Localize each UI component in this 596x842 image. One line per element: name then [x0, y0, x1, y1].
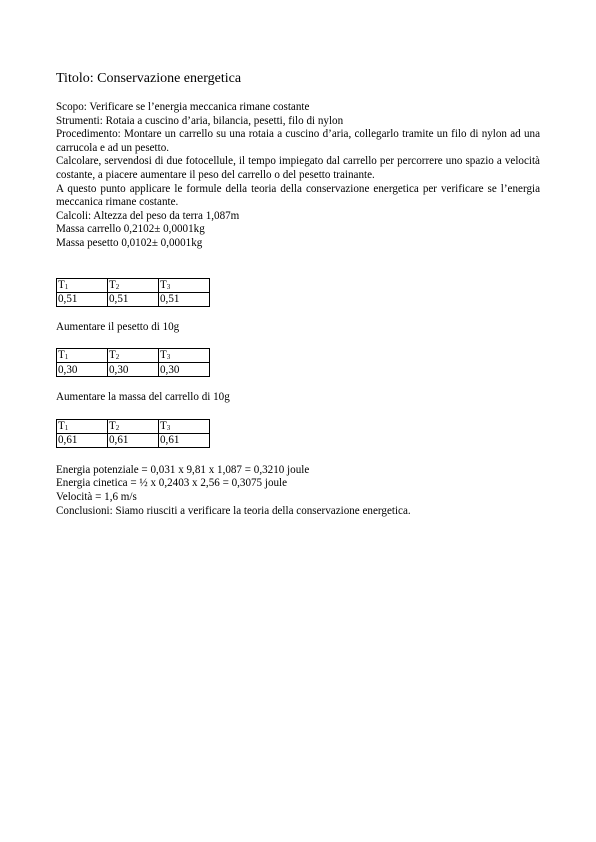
times-table-3: [56, 419, 210, 448]
table-row: [57, 363, 210, 377]
table-cell: 0,30: [57, 363, 108, 377]
energia-cinetica-line: Energia cinetica = ½ x 0,2403 x 2,56 = 0,3075 joule: [56, 477, 288, 490]
table-3-caption: Aumentare la massa del carrello di 10g: [56, 391, 230, 404]
velocita-line: Velocità = 1,6 m/s: [56, 490, 137, 503]
massa-carrello-line: Massa carrello 0,2102± 0,0001kg: [56, 223, 205, 236]
table-cell: 0,30: [108, 363, 159, 377]
table-header-cell: $T_1$: [57, 349, 108, 363]
times-table-1: [56, 278, 210, 307]
table-header-row: [57, 349, 210, 363]
table-header-cell: $T_2$: [108, 419, 159, 433]
table-header-cell: $T_3$: [159, 278, 210, 292]
table-header-cell: $T_2$: [108, 349, 159, 363]
table-2-caption: Aumentare il pesetto di 10g: [56, 320, 180, 333]
strumenti-line: Strumenti: Rotaia a cuscino d’aria, bilancia, pesetti, filo di nylon: [56, 114, 344, 127]
times-table-2: [56, 348, 210, 377]
table-cell: 0,51: [57, 292, 108, 306]
procedimento-paragraph: Procedimento: Montare un carrello su una rotaia a cuscino d’aria, collegarlo tramite un filo di nylon ad una carrucola e ad un pesetto.: [56, 128, 540, 154]
table-row: [57, 433, 210, 447]
table-cell: 0,61: [57, 433, 108, 447]
table-cell: 0,30: [159, 363, 210, 377]
scopo-line: Scopo: Verificare se l’energia meccanica rimane costante: [56, 101, 310, 113]
table-cell: 0,51: [159, 292, 210, 306]
table-header-row: [57, 278, 210, 292]
calcoli-line: Calcoli: Altezza del peso da terra 1,087m: [56, 209, 240, 222]
energia-potenziale-line: Energia potenziale = 0,031 x 9,81 x 1,087 = 0,3210 joule: [56, 463, 310, 476]
table-header-cell: $T_3$: [159, 349, 210, 363]
table-cell: 0,61: [108, 433, 159, 447]
table-header-cell: $T_2$: [108, 278, 159, 292]
conclusioni-line: Conclusioni: Siamo riusciti a verificare la teoria della conservazione energetica.: [56, 504, 411, 517]
table-cell: 0,61: [159, 433, 210, 447]
massa-pesetto-line: Massa pesetto 0,0102± 0,0001kg: [56, 236, 203, 249]
table-header-row: [57, 419, 210, 433]
table-header-cell: $T_1$: [57, 419, 108, 433]
table-row: [57, 292, 210, 306]
document-body: [56, 101, 540, 518]
table-cell: 0,51: [108, 292, 159, 306]
applicare-paragraph: A questo punto applicare le formule della teoria della conservazione energetica per verificare se l’energia meccanica rimane costante.: [56, 182, 540, 209]
table-header-cell: $T_1$: [57, 278, 108, 292]
table-header-cell: $T_3$: [159, 419, 210, 433]
calcolare-paragraph: Calcolare, servendosi di due fotocellule, il tempo impiegato dal carrello per percorrere uno spazio a velocità costante, a piacere aumentare il peso del carrello o del pesetto trainante.: [56, 155, 540, 181]
document-title: Titolo: Conservazione energetica: [56, 71, 242, 86]
